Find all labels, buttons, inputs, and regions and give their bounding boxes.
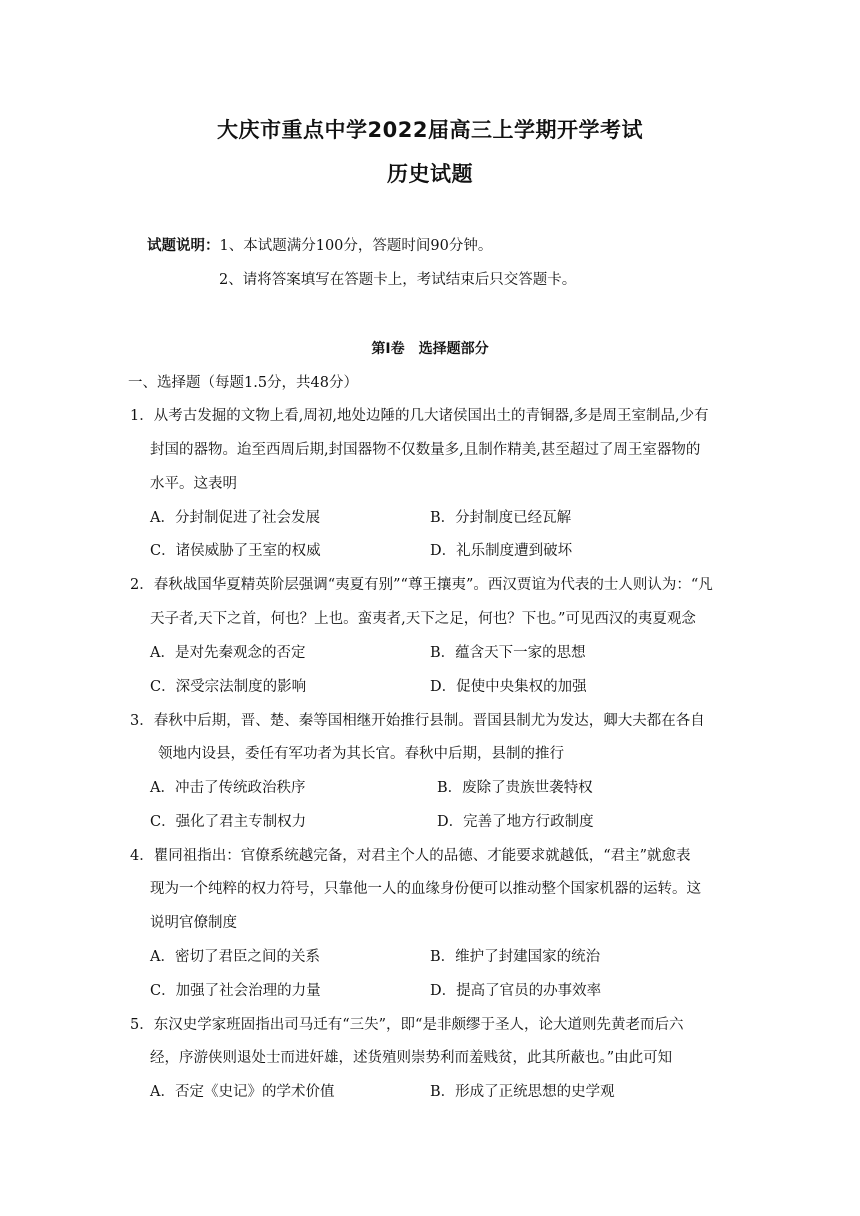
- question-2-option-b: B．蕴含天下一家的思想: [430, 645, 586, 661]
- question-1-option-a: A．分封制促进了社会发展: [150, 510, 320, 526]
- question-4-option-d: D．提高了官员的办事效率: [430, 983, 602, 999]
- question-5-line-1: 5．东汉史学家班固指出司马迁有“三失”，即“是非颇缪于圣人，论大道则先黄老而后六: [130, 1017, 684, 1033]
- question-3-line-1: 3．春秋中后期，晋、楚、秦等国相继开始推行县制。晋国县制尤为发达，卿大夫都在各自: [130, 713, 705, 729]
- question-4-option-a: A．密切了君臣之间的关系: [150, 949, 320, 965]
- question-5-option-b: B．形成了正统思想的史学观: [430, 1084, 615, 1100]
- question-3-option-a: A．冲击了传统政治秩序: [150, 780, 306, 796]
- question-3-option-b: B．废除了贵族世袭特权: [437, 780, 593, 796]
- question-3-option-c: C．强化了君主专制权力: [150, 814, 307, 830]
- question-1-line-3: 水平。这表明: [150, 476, 237, 492]
- question-4-line-1: 4．瞿同祖指出：官僚系统越完备，对君主个人的品德、才能要求就越低，“君主”就愈表: [130, 848, 691, 864]
- question-3-option-d: D．完善了地方行政制度: [437, 814, 594, 830]
- section-title: 第Ⅰ卷 选择题部分: [371, 341, 489, 357]
- instructions-line-1: [147, 236, 492, 256]
- question-2-option-d: D．促使中央集权的加强: [430, 679, 587, 695]
- exam-title: 大庆市重点中学2022届高三上学期开学考试: [217, 118, 643, 142]
- question-4-option-b: B．维护了封建国家的统治: [430, 949, 601, 965]
- part-heading: 一、选择题（每题1.5分，共48分）: [128, 375, 359, 391]
- question-1-option-d: D．礼乐制度遭到破坏: [430, 543, 573, 559]
- question-2-option-c: C．深受宗法制度的影响: [150, 679, 307, 695]
- question-4-line-3: 说明官僚制度: [150, 915, 237, 931]
- question-4-line-2: 现为一个纯粹的权力符号，只靠他一人的血缘身份便可以推动整个国家机器的运转。这: [150, 881, 701, 897]
- instructions-label: 试题说明：: [147, 238, 220, 254]
- question-1-option-b: B．分封制度已经瓦解: [430, 510, 572, 526]
- question-1-option-c: C．诸侯威胁了王室的权威: [150, 543, 321, 559]
- question-5-option-a: A．否定《史记》的学术价值: [150, 1084, 335, 1100]
- instructions-item-2: 2、请将答案填写在答题卡上，考试结束后只交答题卡。: [219, 272, 577, 288]
- question-2-line-2: 天子者,天下之首，何也？上也。蛮夷者,天下之足，何也？下也。”可见西汉的夷夏观念: [150, 611, 696, 627]
- exam-subtitle: 历史试题: [387, 162, 473, 186]
- instructions-item-1: 1、本试题满分100分，答题时间90分钟。: [219, 238, 493, 254]
- question-5-line-2: 经，序游侠则退处士而进奸雄，述货殖则崇势利而羞贱贫，此其所蔽也。”由此可知: [150, 1050, 673, 1066]
- question-2-line-1: 2．春秋战国华夏精英阶层强调“夷夏有别”“尊王攘夷”。西汉贾谊为代表的士人则认为：“凡: [130, 577, 713, 593]
- question-3-line-2: 领地内设县，委任有军功者为其长官。春秋中后期，县制的推行: [158, 746, 564, 762]
- question-4-option-c: C．加强了社会治理的力量: [150, 983, 321, 999]
- question-1-line-2: 封国的器物。迨至西周后期,封国器物不仅数量多,且制作精美,甚至超过了周王室器物的: [150, 442, 701, 458]
- question-2-option-a: A．是对先秦观念的否定: [150, 645, 306, 661]
- question-1-line-1: 1．从考古发掘的文物上看,周初,地处边陲的几大诸侯国出土的青铜器,多是周王室制品,少有: [130, 408, 709, 424]
